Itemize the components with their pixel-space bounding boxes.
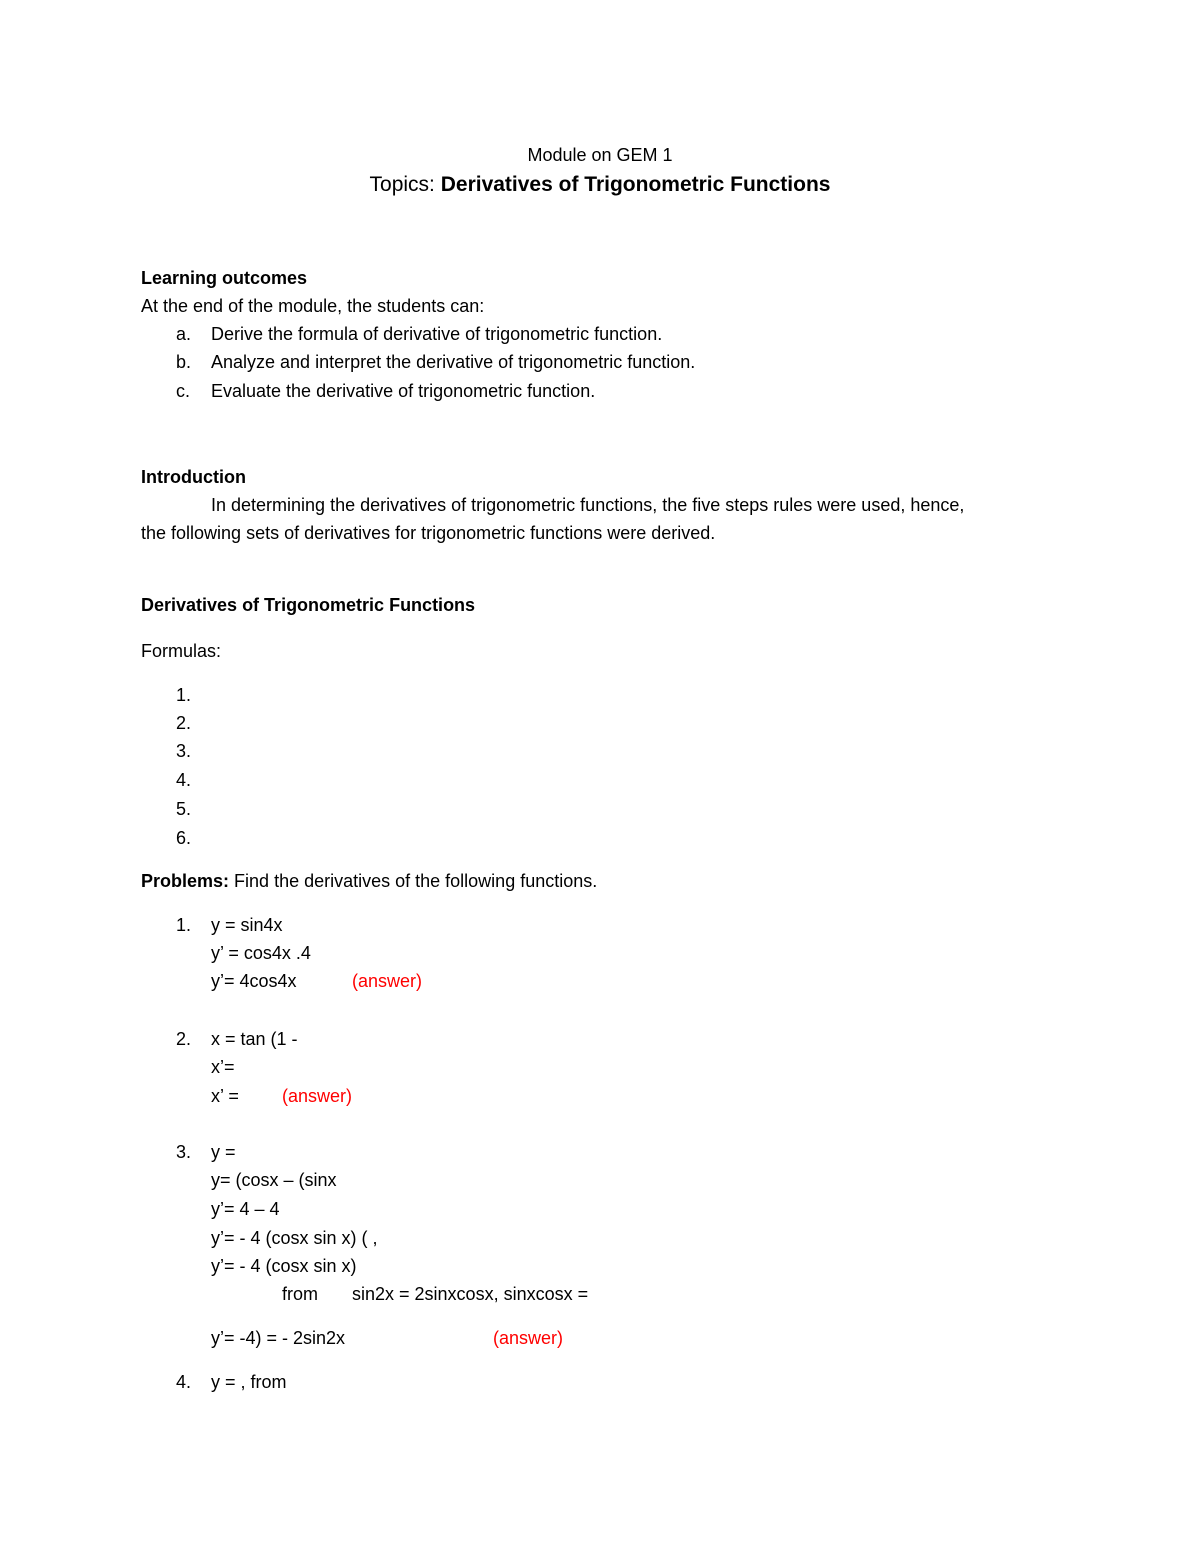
problem-line: sin2x = 2sinxcosx, sinxcosx = [352, 1284, 589, 1304]
outcome-marker: a. [176, 324, 192, 344]
problem-line: y = sin4x [211, 915, 283, 935]
outcome-text: Derive the formula of derivative of trigonometric function. [211, 324, 663, 344]
formula-number: 6. [176, 828, 192, 848]
derivatives-heading: Derivatives of Trigonometric Functions [141, 595, 476, 615]
formula-number: 3. [176, 741, 192, 761]
problem-line: y = , from [211, 1372, 287, 1392]
topics-title [0, 174, 1200, 195]
problem-line: y’ = cos4x .4 [211, 943, 311, 963]
problems-label: Problems: [141, 871, 230, 891]
problem-line: x’ = [211, 1086, 239, 1106]
problem-line: y= (cosx – (sinx [211, 1170, 337, 1190]
problem-line: y’= 4cos4x [211, 971, 297, 991]
formulas-label: Formulas: [141, 641, 222, 661]
problems-intro [141, 872, 597, 890]
formula-number: 5. [176, 799, 192, 819]
learning-outcomes-heading: Learning outcomes [141, 268, 308, 288]
problem-number: 4. [176, 1372, 192, 1392]
answer-tag: (answer) [282, 1086, 353, 1106]
problem-number: 2. [176, 1029, 192, 1049]
formula-number: 2. [176, 713, 192, 733]
problem-line: y’= - 4 (cosx sin x) [211, 1256, 357, 1276]
problems-instruction: Find the derivatives of the following functions. [234, 871, 598, 891]
outcome-text: Analyze and interpret the derivative of trigonometric function. [211, 352, 696, 372]
problem-line: from [282, 1284, 318, 1304]
introduction-line: the following sets of derivatives for trigonometric functions were derived. [141, 523, 716, 543]
learning-outcomes-intro: At the end of the module, the students can: [141, 296, 485, 316]
problem-line: x = tan (1 - [211, 1029, 298, 1049]
formula-number: 4. [176, 770, 192, 790]
answer-tag: (answer) [493, 1328, 564, 1348]
topics-name: Derivatives of Trigonometric Functions [440, 173, 831, 196]
answer-tag: (answer) [352, 971, 423, 991]
outcome-marker: b. [176, 352, 192, 372]
problem-line: y’= -4) = - 2sin2x [211, 1328, 346, 1348]
introduction-line: In determining the derivatives of trigonometric functions, the five steps rules were used, hence, [211, 495, 965, 515]
problem-number: 3. [176, 1142, 192, 1162]
topics-label: Topics: [369, 173, 435, 196]
problem-line: y’= 4 – 4 [211, 1199, 280, 1219]
outcome-marker: c. [176, 381, 191, 401]
module-title: Module on GEM 1 [527, 145, 673, 165]
outcome-text: Evaluate the derivative of trigonometric function. [211, 381, 596, 401]
problem-number: 1. [176, 915, 192, 935]
problem-line: x’= [211, 1057, 235, 1077]
problem-line: y’= - 4 (cosx sin x) ( , [211, 1228, 378, 1248]
introduction-heading: Introduction [141, 467, 246, 487]
formula-number: 1. [176, 685, 192, 705]
problem-line: y = [211, 1142, 236, 1162]
